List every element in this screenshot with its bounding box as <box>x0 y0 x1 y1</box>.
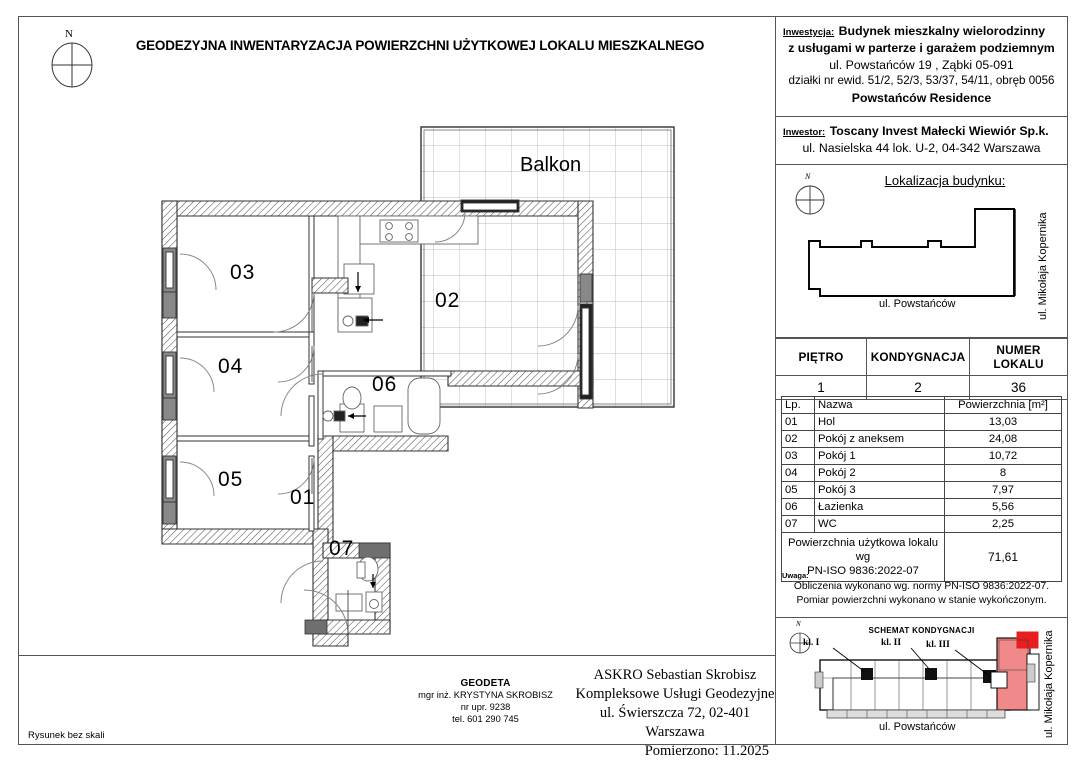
room-label-07: 07 <box>329 537 355 560</box>
area-total-label-line2: PN-ISO 9836:2022-07 <box>807 565 919 577</box>
schematic-street-bottom: ul. Powstańców <box>879 721 956 733</box>
area-row-lp: 06 <box>782 499 815 516</box>
area-row-name: WC <box>815 516 945 533</box>
area-row-area: 8 <box>945 465 1062 482</box>
company-line-1: ASKRO Sebastian Skrobisz <box>593 667 757 683</box>
balcony-label: Balkon <box>520 154 582 176</box>
company-line-3: ul. Świerszcza 72, 02-401 Warszawa <box>599 705 751 740</box>
location-street-right: ul. Mikołaja Kopernika <box>1037 212 1049 320</box>
north-label-main: N <box>65 28 73 40</box>
unit-header-table <box>775 338 1068 400</box>
area-header-area: Powierzchnia [m²] <box>945 397 1062 414</box>
investor-label: Inwestor: <box>783 127 826 138</box>
area-row-lp: 03 <box>782 448 815 465</box>
area-row-name: Hol <box>815 414 945 431</box>
area-table <box>781 396 1062 582</box>
investment-line-2: z usługami w parterze i garażem podziemnym <box>788 41 1055 55</box>
area-header-name: Nazwa <box>815 397 945 414</box>
investor-line-1: Toscany Invest Małecki Wiewiór Sp.k. <box>829 124 1049 138</box>
area-row-area: 10,72 <box>945 448 1062 465</box>
north-label-location: N <box>805 172 811 181</box>
investor-line-2: ul. Nasielska 44 lok. U-2, 04-342 Warszawa <box>802 141 1041 155</box>
unit-header-row <box>776 339 1068 376</box>
area-row-lp: 04 <box>782 465 815 482</box>
area-row-area: 13,03 <box>945 414 1062 431</box>
surveyor-name: mgr inż. KRYSTYNA SKROBISZ <box>418 690 553 700</box>
area-row-lp: 01 <box>782 414 815 431</box>
room-label-04: 04 <box>218 355 244 378</box>
surveyor-license: nr upr. 9238 <box>460 702 511 712</box>
floor-schematic-block <box>775 618 1068 745</box>
location-street-bottom: ul. Powstańców <box>879 298 956 310</box>
remarks-line-2: Pomiar powierzchni wykonano w stanie wykończonym. <box>796 595 1047 606</box>
area-row-lp: 07 <box>782 516 815 533</box>
schematic-street-right: ul. Mikołaja Kopernika <box>1043 630 1055 738</box>
page-title: GEODEZYJNA INWENTARYZACJA POWIERZCHNI UŻYTKOWEJ LOKALU MIESZKALNEGO <box>135 38 705 53</box>
unit-value-pietro: 1 <box>776 376 867 400</box>
unit-header-kondygnacja: KONDYGNACJA <box>867 339 970 376</box>
unit-header-pietro: PIĘTRO <box>776 339 867 376</box>
no-scale-note: Rysunek bez skali <box>28 730 105 741</box>
area-row-lp: 05 <box>782 482 815 499</box>
area-row-area: 7,97 <box>945 482 1062 499</box>
investor-block <box>775 117 1068 165</box>
staircase-label-3: kl. III <box>926 640 950 650</box>
table-row <box>782 465 1062 482</box>
unit-header-numer: NUMER LOKALU <box>970 339 1068 376</box>
staircase-label-1: kl. I <box>803 638 820 648</box>
investment-line-4: działki nr ewid. 51/2, 52/3, 53/37, 54/11, obręb 0056 <box>788 74 1055 87</box>
company-line-4: Pomierzono: 11.2025 <box>644 743 769 759</box>
company-line-2: Kompleksowe Usługi Geodezyjne <box>575 686 775 702</box>
staircase-label-2: kl. II <box>881 638 902 648</box>
remarks-label: Uwaga: <box>782 571 809 580</box>
remarks-block <box>775 568 1068 618</box>
area-row-lp: 02 <box>782 431 815 448</box>
kitchen-wall-stub <box>312 278 348 293</box>
floor-plan <box>18 16 775 655</box>
area-header-lp: Lp. <box>782 397 815 414</box>
area-row-name: Pokój 2 <box>815 465 945 482</box>
investment-line-1: Budynek mieszkalny wielorodzinny <box>838 24 1046 38</box>
surveyor-phone: tel. 601 290 745 <box>452 714 519 724</box>
table-row <box>782 499 1062 516</box>
building-footprint <box>775 165 1068 338</box>
investment-line-5: Powstańców Residence <box>851 90 992 105</box>
table-row <box>782 431 1062 448</box>
room-label-06: 06 <box>372 373 398 396</box>
room-label-03: 03 <box>230 261 256 284</box>
area-row-name: Pokój z aneksem <box>815 431 945 448</box>
table-row <box>782 516 1062 533</box>
area-table-header-row <box>782 397 1062 414</box>
location-title: Lokalizacja budynku: <box>884 173 1006 188</box>
investment-line-3: ul. Powstańców 19 , Ząbki 05-091 <box>829 57 1014 72</box>
area-row-area: 2,25 <box>945 516 1062 533</box>
table-row <box>782 414 1062 431</box>
surveyor-title: GEODETA <box>460 678 511 689</box>
investment-label: Inwestycja: <box>783 27 835 38</box>
unit-value-numer: 36 <box>970 376 1068 400</box>
floor-plan-svg <box>18 16 775 655</box>
room-label-01: 01 <box>290 486 316 509</box>
area-row-name: Łazienka <box>815 499 945 516</box>
room-label-05: 05 <box>218 468 244 491</box>
area-row-name: Pokój 3 <box>815 482 945 499</box>
surveyor-block <box>398 678 573 725</box>
remarks-line-1: Obliczenia wykonano wg. normy PN-ISO 9836:2022-07. <box>793 581 1050 592</box>
table-row <box>782 448 1062 465</box>
footer-divider-horizontal <box>18 655 775 656</box>
company-block <box>575 666 775 761</box>
area-total-label-line1: Powierzchnia użytkowa lokalu wg <box>787 537 939 563</box>
location-block <box>775 165 1068 338</box>
area-row-area: 24,08 <box>945 431 1062 448</box>
unit-value-kondygnacja: 2 <box>867 376 970 400</box>
investment-block <box>775 16 1068 117</box>
area-row-name: Pokój 1 <box>815 448 945 465</box>
area-row-area: 5,56 <box>945 499 1062 516</box>
table-row <box>782 482 1062 499</box>
area-total-value: 71,61 <box>945 533 1062 582</box>
schematic-title: SCHEMAT KONDYGNACJI <box>868 626 975 635</box>
north-label-schematic: N <box>796 620 801 628</box>
room-label-02: 02 <box>435 289 461 312</box>
